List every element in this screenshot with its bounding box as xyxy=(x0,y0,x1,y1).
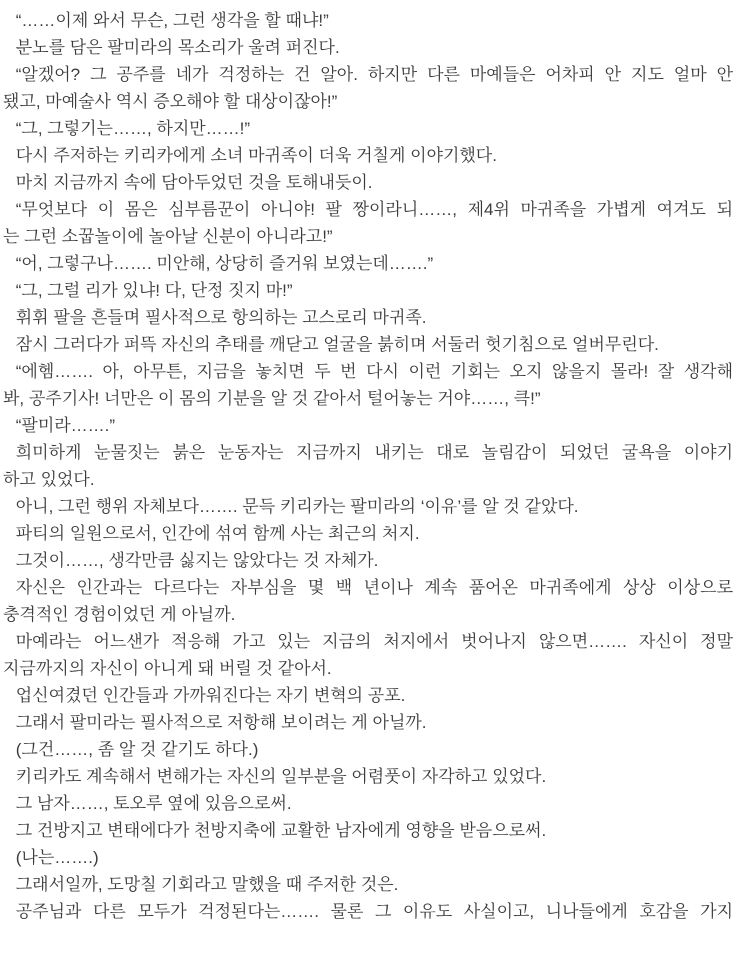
text-line: 됐고, 마예술사 역시 증오해야 할 대상이잖아!” xyxy=(3,92,338,111)
paragraph xyxy=(3,142,733,169)
paragraph xyxy=(3,61,733,115)
paragraph xyxy=(3,898,733,925)
text-line: 분노를 담은 팔미라의 목소리가 울려 퍼진다. xyxy=(15,38,340,57)
paragraph xyxy=(3,250,733,277)
text-line: “에헴……. 아, 아무튼, 지금을 놓치면 두 번 다시 이런 기회는 오지 않을지 몰라! 잘 생각해 xyxy=(15,362,733,381)
text-line: 휘휘 팔을 흔들며 필사적으로 항의하는 고스로리 마귀족. xyxy=(15,308,427,327)
paragraph xyxy=(3,331,733,358)
paragraph xyxy=(3,439,733,493)
paragraph xyxy=(3,682,733,709)
text-line: 키리카도 계속해서 변해가는 자신의 일부분을 어렴풋이 자각하고 있었다. xyxy=(15,767,547,786)
paragraph xyxy=(3,736,733,763)
text-line: “팔미라…….” xyxy=(15,416,116,435)
paragraph xyxy=(3,196,733,250)
text-line: 자신은 인간과는 다르다는 자부심을 몇 백 년이나 계속 품어온 마귀족에게 상상 이상으로 xyxy=(15,578,733,597)
paragraph xyxy=(3,871,733,898)
text-line: 업신여겼던 인간들과 가까워진다는 자기 변혁의 공포. xyxy=(15,686,406,705)
paragraph xyxy=(3,709,733,736)
paragraph xyxy=(3,304,733,331)
paragraph xyxy=(3,574,733,628)
paragraph xyxy=(3,277,733,304)
paragraph xyxy=(3,115,733,142)
paragraph xyxy=(3,790,733,817)
text-line: 아니, 그런 행위 자체보다……. 문득 키리카는 팔미라의 ‘이유’를 알 것 같았다. xyxy=(15,497,579,516)
paragraph xyxy=(3,7,733,34)
paragraph xyxy=(3,412,733,439)
text-line: 그것이……, 생각만큼 싫지는 않았다는 것 자체가. xyxy=(15,551,379,570)
text-line: 지금까지의 자신이 아니게 돼 버릴 것 같아서. xyxy=(3,659,332,678)
text-line: 그 건방지고 변태에다가 천방지축에 교활한 남자에게 영향을 받음으로써. xyxy=(15,821,547,840)
paragraph xyxy=(3,547,733,574)
text-line: 마치 지금까지 속에 담아두었던 것을 토해내듯이. xyxy=(15,173,373,192)
text-line: 잠시 그러다가 퍼뜩 자신의 추태를 깨닫고 얼굴을 붉히며 서둘러 헛기침으로 얼버무린다. xyxy=(15,335,659,354)
text-line: 충격적인 경험이었던 게 아닐까. xyxy=(3,605,236,624)
text-line: 그래서 팔미라는 필사적으로 저항해 보이려는 게 아닐까. xyxy=(15,713,427,732)
text-line: 그 남자……, 토오루 옆에 있음으로써. xyxy=(15,794,292,813)
text-line: “어, 그렇구나……. 미안해, 상당히 즐거워 보였는데…….” xyxy=(15,254,434,273)
text-line: “알겠어? 그 공주를 네가 걱정하는 건 알아. 하지만 다른 마예들은 어차피 안 지도 얼마 안 xyxy=(15,65,733,84)
paragraph xyxy=(3,844,733,871)
text-line: “……이제 와서 무슨, 그런 생각을 할 때냐!” xyxy=(15,11,329,30)
text-line: 그래서일까, 도망칠 기회라고 말했을 때 주저한 것은. xyxy=(15,875,399,894)
paragraph xyxy=(3,169,733,196)
paragraph xyxy=(3,493,733,520)
paragraph xyxy=(3,520,733,547)
paragraph xyxy=(3,763,733,790)
text-line: 다시 주저하는 키리카에게 소녀 마귀족이 더욱 거칠게 이야기했다. xyxy=(15,146,497,165)
text-line: 는 그런 소꿉놀이에 놀아날 신분이 아니라고!” xyxy=(3,227,333,246)
paragraph xyxy=(3,358,733,412)
text-line: 봐, 공주기사! 너만은 이 몸의 기분을 알 것 같아서 털어놓는 거야……, 큭!” xyxy=(3,389,541,408)
paragraph xyxy=(3,817,733,844)
text-line: (그건……, 좀 알 것 같기도 하다.) xyxy=(15,740,259,759)
paragraph xyxy=(3,628,733,682)
text-line: 희미하게 눈물짓는 붉은 눈동자는 지금까지 내키는 대로 놀림감이 되었던 굴욕을 이야기 xyxy=(15,443,733,462)
text-line: “무엇보다 이 몸은 심부름꾼이 아니야! 팔 짱이라니……, 제4위 마귀족을 가볍게 여겨도 되 xyxy=(15,200,733,219)
text-line: “그, 그렇기는……, 하지만……!” xyxy=(15,119,251,138)
text-line: 파티의 일원으로서, 인간에 섞여 함께 사는 최근의 처지. xyxy=(15,524,420,543)
text-line: 공주님과 다른 모두가 걱정된다는……. 물론 그 이유도 사실이고, 니나들에게 호감을 가지 xyxy=(15,902,733,921)
text-line: 마예라는 어느샌가 적응해 가고 있는 지금의 처지에서 벗어나지 않으면……. 자신이 정말 xyxy=(15,632,733,651)
paragraph xyxy=(3,34,733,61)
text-line: “그, 그럴 리가 있냐! 다, 단정 짓지 마!” xyxy=(15,281,293,300)
text-line: 하고 있었다. xyxy=(3,470,95,489)
text-line: (나는…….) xyxy=(15,848,99,867)
